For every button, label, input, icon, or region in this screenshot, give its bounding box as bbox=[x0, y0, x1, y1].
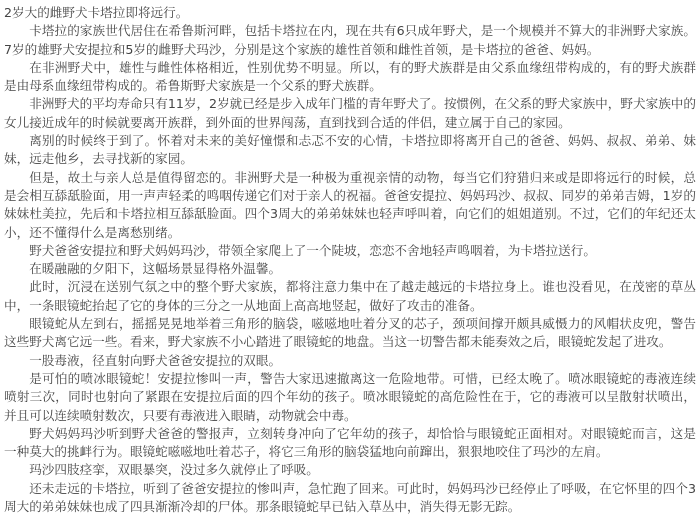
article-paragraph: 眼镜蛇从左到右，摇摇晃晃地举着三角形的脑袋，嗞嗞地吐着分叉的芯子，颈项间撑开颇具威慑力的风帽状皮兜，警告这些野犬离它远一些。看来，野犬家族不小心踏进了眼镜蛇的地盘。当这一切警告都未能奏效之后，眼镜蛇发起了进攻。 bbox=[4, 316, 696, 350]
article-paragraph: 在非洲野犬中，雄性与雌性体格相近，性别优势不明显。所以，有的野犬族群是由父系血缘纽带构成的，有的野犬族群是由母系血缘纽带构成的。希鲁斯野犬家族是一个父系的野犬族群。 bbox=[4, 59, 696, 94]
article-title: 2岁大的雌野犬卡塔拉即将远行。 bbox=[4, 5, 189, 20]
article-paragraph: 非洲野犬的平均寿命只有11岁，2岁就已经是步入成年门槛的青年野犬了。按惯例，在父系的野犬家族中，野犬家族中的女儿接近成年的时候就要离开族群，到外面的世界闯荡，直到找到合适的伴侣，建立属于自己的家园。 bbox=[4, 96, 696, 130]
article-paragraph: 还未走远的卡塔拉，听到了爸爸安提拉的惨叫声，急忙跑了回来。可此时，妈妈玛沙已经停止了呼吸，在它怀里的四个3周大的弟弟妹妹也成了四具渐渐冷却的尸体。那条眼镜蛇早已钻入草丛中，消失得无影无踪。 bbox=[4, 480, 696, 515]
article-paragraph: 此时，沉浸在送别气氛之中的整个野犬家族，都将注意力集中在了越走越远的卡塔拉身上。谁也没看见，在茂密的草丛中，一条眼镜蛇抬起了它的身体的三分之一从地面上高高地竖起，做好了攻击的准备。 bbox=[4, 279, 696, 313]
article-paragraph: 但是，故土与亲人总是值得留恋的。非洲野犬是一种极为重视亲情的动物，每当它们狩猎归来或是即将远行的时候，总是会相互舔舐脸面，用一声声轻柔的鸣咽传递它们对于亲人的祝福。爸爸安提拉、妈妈玛沙、叔叔、同岁的弟弟吉姆，1岁的妹妹杜美拉，先后和卡塔拉相互舔舐脸面。四个3周大的弟弟妹妹也轻声呼叫着，向它们的姐姐道别。不过，它们的年纪还太小，还不懂得什么是离愁别绪。 bbox=[4, 169, 696, 240]
article-paragraph: 野犬妈妈玛沙听到野犬爸爸的警报声，立刻转身冲向了它年幼的孩子，却恰恰与眼镜蛇正面相对。对眼镜蛇而言，这是一种莫大的挑衅行为。眼镜蛇嗞嗞地吐着芯子，将它三角形的脑袋猛地向前蹿出，狠狠地咬住了玛沙的左肩。 bbox=[4, 425, 696, 460]
article-paragraph: 在暖融融的夕阳下，这幅场景显得格外温馨。 bbox=[29, 261, 282, 277]
article-paragraph: 一股毒液，径直射向野犬爸爸安提拉的双眼。 bbox=[29, 352, 282, 368]
article-paragraph: 卡塔拉的家族世代居住在希鲁斯河畔，包括卡塔拉在内，现在共有6只成年野犬，是一个规模并不算大的非洲野犬家族。7岁的雄野犬安提拉和5岁的雌野犬玛沙，分别是这个家族的雄性首领和雌性首领，是卡塔拉的爸爸、妈妈。 bbox=[4, 23, 696, 57]
article-paragraph: 玛沙四肢痉挛，双眼暴突，没过多久就停止了呼吸。 bbox=[29, 462, 319, 478]
article-paragraph: 野犬爸爸安提拉和野犬妈妈玛沙，带领全家爬上了一个陡坡，恋恋不舍地轻声鸣咽着，为卡塔拉送行。 bbox=[29, 242, 596, 258]
article-paragraph: 是可怕的喷冰眼镜蛇！安提拉惨叫一声，警告大家迅速撤离这一危险地带。可惜，已经太晚了。喷冰眼镜蛇的毒液连续喷射三次，同时也射向了紧跟在安提拉后面的四个年幼的孩子。喷冰眼镜蛇的高危险性在于，它的毒液可以呈散射状喷出，并且可以连续喷射数次，只要有毒液进入眼睛，动物就会中毒。 bbox=[4, 370, 696, 423]
article-paragraph: 离别的时候终于到了。怀着对未来的美好憧憬和忐忑不安的心情，卡塔拉即将离开自己的爸爸、妈妈、叔叔、弟弟、妹妹，远走他乡，去寻找新的家园。 bbox=[4, 133, 696, 167]
